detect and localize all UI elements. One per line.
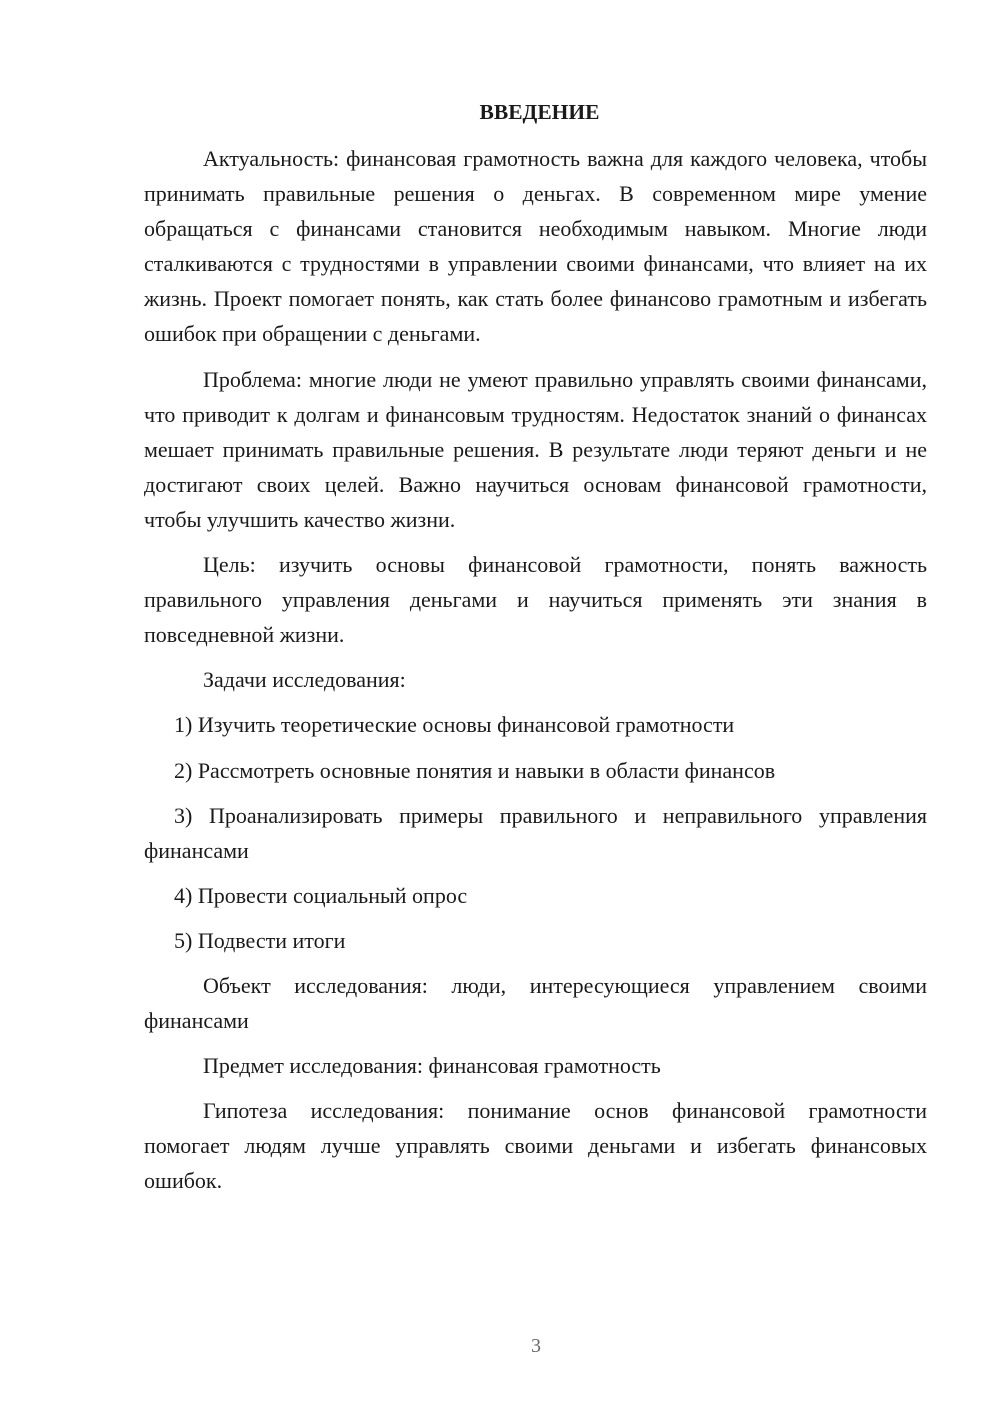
page-number: 3: [531, 1335, 541, 1357]
subject-paragraph: Предмет исследования: финансовая грамотность: [203, 1053, 661, 1079]
task-item: 5) Подвести итоги: [174, 927, 346, 953]
problem-paragraph: Проблема: многие люди не умеют правильно управлять своими финансами, что приводит к долгам и финансовым трудностям. Недостаток знаний о финансах мешает принимать правильные решения. В результате люди теряют деньги и не достигают своих целей. Важно научиться основам финансовой грамотности, чтобы улучшить качество жизни.: [144, 366, 927, 532]
relevance-paragraph: Актуальность: финансовая грамотность важна для каждого человека, чтобы принимать правильные решения о деньгах. В современном мире умение обращаться с финансами становится необходимым навыком. Многие люди сталкиваются с трудностями в управлении своими финансами, что влияет на их жизнь. Проект помогает понять, как стать более финансово грамотным и избегать ошибок при обращении с деньгами.: [144, 146, 927, 347]
task-item: 1) Изучить теоретические основы финансовой грамотности: [174, 712, 735, 738]
page-content: [144, 96, 927, 1209]
task-item: 3) Проанализировать примеры правильного и неправильного управления финансами: [144, 802, 927, 863]
hypothesis-paragraph: Гипотеза исследования: понимание основ финансовой грамотности помогает людям лучше управлять своими деньгами и избегать финансовых ошибок.: [144, 1098, 927, 1194]
object-paragraph: Объект исследования: люди, интересующиеся управлением своими финансами: [144, 972, 927, 1034]
task-item: 4) Провести социальный опрос: [174, 882, 468, 908]
page-title: ВВЕДЕНИЕ: [479, 100, 600, 124]
goal-paragraph: Цель: изучить основы финансовой грамотности, понять важность правильного управления деньгами и научиться применять эти знания в повседневной жизни.: [144, 552, 927, 648]
tasks-title: Задачи исследования:: [203, 667, 406, 693]
task-item: 2) Рассмотреть основные понятия и навыки в области финансов: [174, 757, 776, 783]
